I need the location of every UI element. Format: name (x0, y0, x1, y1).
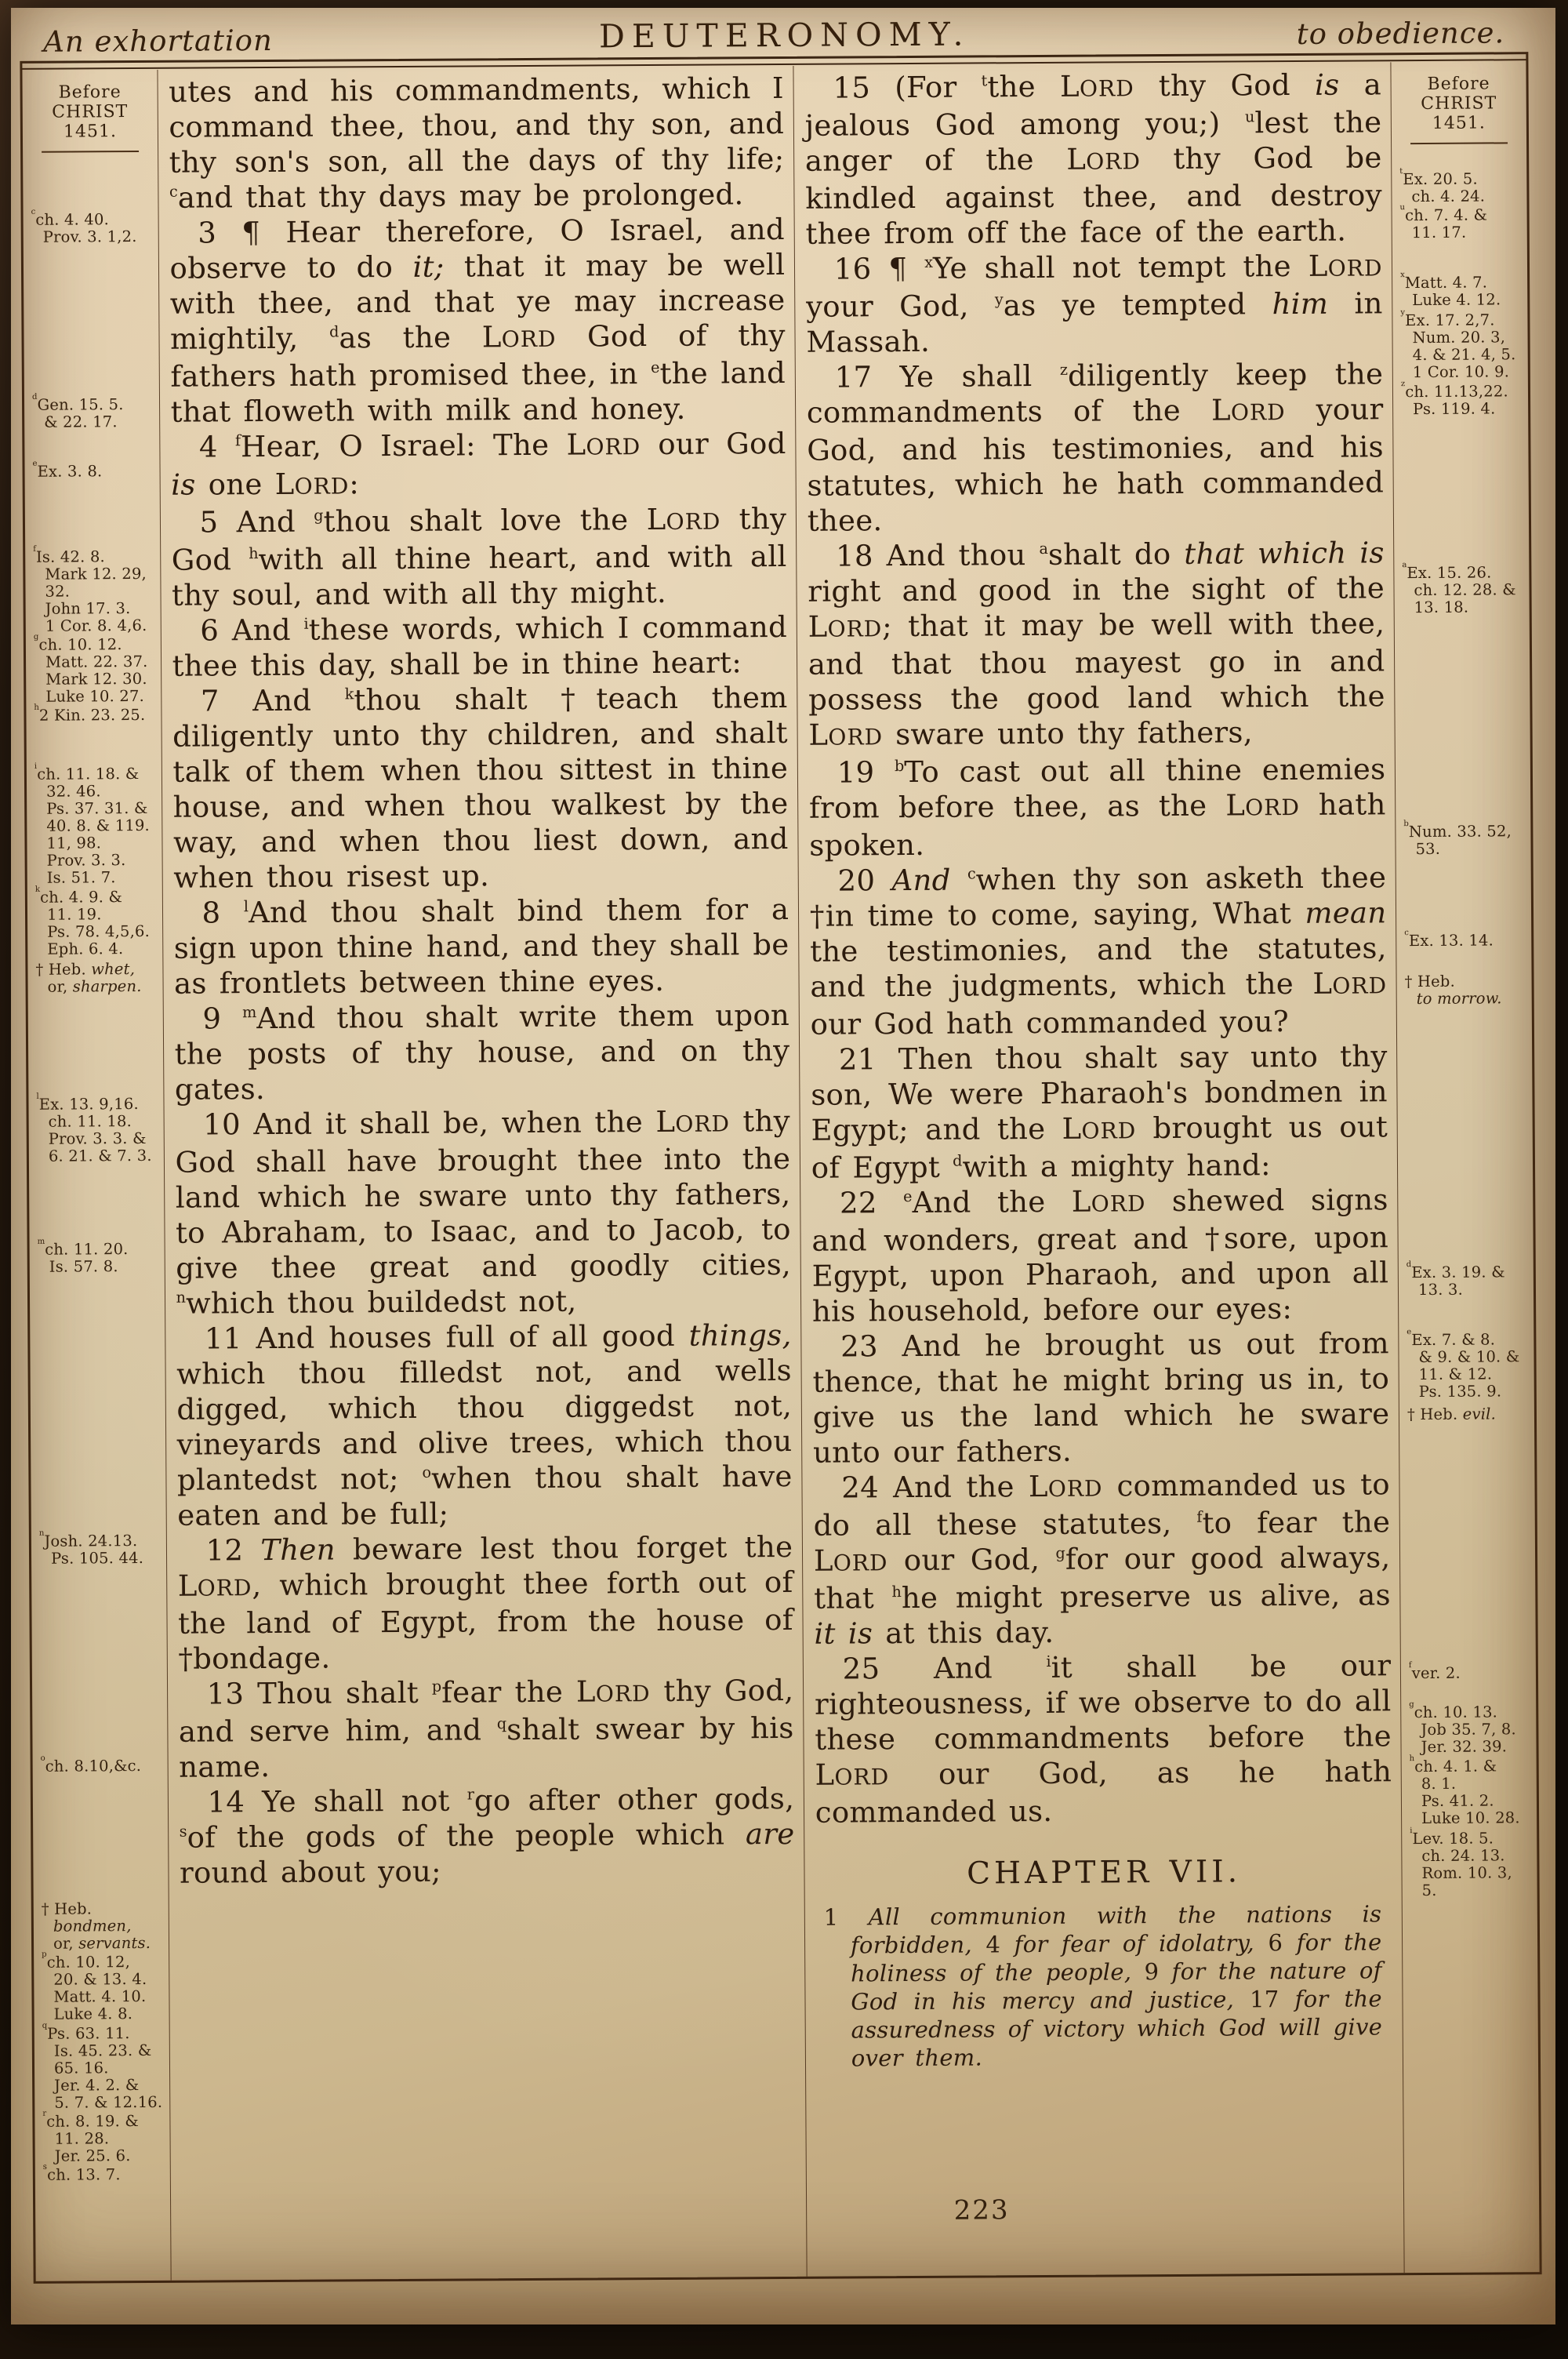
chapter-summary: 1 All communion with the nations is forbidden, 4 for fear of idolatry, 6 for the holiness of the people, 9 for the nature of God in his mercy and justice, 17 for the assuredness of victory which God will give over them. (823, 1900, 1383, 2072)
before-christ-heading: Before CHRIST 1451. (52, 82, 129, 142)
margin-note: $^t$Ex. 20. 5. ch. 4. 24. (1399, 167, 1486, 206)
margin-note: $^x$Matt. 4. 7. Luke 4. 12. (1400, 271, 1501, 310)
page-frame (20, 15, 1541, 2284)
margin-note: $^r$ch. 8. 19. & 11. 28. Jer. 25. 6. (42, 2109, 139, 2165)
verse: 7 And $^k$thou shalt †teach them diligently unto thy children, and shalt talk of them when thou sittest in thine house, and when thou walkest by the way, and when thou liest down, and when thou risest up. (172, 680, 789, 895)
verse: 11 And houses full of all good things, which thou filledst not, and wells digged, which thou diggedst not, vineyards and olive trees, which thou plantedst not; $^o$when thou shalt have eaten and be full; (176, 1318, 793, 1532)
page-number: 223 (953, 2194, 1010, 2226)
margin-note: $^c$Ex. 13. 14. (1404, 929, 1494, 951)
margin-note: $^y$Ex. 17. 2,7. Num. 20. 3, 4. & 21. 4, 5. 1 Cor. 10. 9. (1400, 308, 1516, 382)
heading-rule (42, 151, 139, 153)
margin-note: $^c$ch. 4. 40. Prov. 3. 1,2. (31, 207, 137, 246)
verse: 16 ¶ $^x$Ye shall not tempt the LORD your God, $^y$as ye tempted him in Massah. (805, 249, 1383, 359)
margin-note: $^m$ch. 11. 20. Is. 57. 8. (37, 1237, 129, 1276)
margin-note: † Heb. bondmen, or, servants. (41, 1899, 151, 1953)
verse: 15 (For $^t$the LORD thy God is a jealous God among you;) $^u$lest the anger of the LORD thy God be kindled against thee, and destroy thee from off the face of the earth. (804, 67, 1383, 251)
page-columns (22, 61, 1539, 2281)
margin-note: $^g$ch. 10. 13. Job 35. 7, 8. Jer. 32. 39. (1409, 1700, 1516, 1757)
verse: 12 Then beware lest thou forget the LORD, which brought thee forth out of the land of Egypt, from the house of †bondage. (177, 1529, 793, 1676)
verse: 23 And he brought us out from thence, that he might bring us in, to give us the land which he sware unto our fathers. (812, 1326, 1390, 1470)
right-reference-column (1391, 61, 1539, 2273)
verse: 6 And $^i$these words, which I command thee this day, shall be in thine heart: (172, 609, 788, 683)
margin-note: $^s$ch. 13. 7. (42, 2162, 121, 2184)
margin-note: $^o$ch. 8.10,&c. (40, 1754, 142, 1776)
verse: 3 ¶ Hear therefore, O Israel, and observe to do it; that it may be well with thee, and that ye may increase mightily, $^d$as the LORD God of thy fathers hath promised thee, in $^e$the land that floweth with milk and honey. (169, 212, 786, 429)
margin-note: † Heb. whet, or, sharpen. (35, 960, 142, 996)
page-tilt-wrapper (4, 3, 1563, 2329)
running-head-left: An exhortation (43, 23, 273, 59)
margin-note: $^d$Ex. 3. 19. & 13. 3. (1406, 1260, 1505, 1299)
running-head (20, 5, 1528, 59)
left-reference-column (22, 70, 170, 2281)
margin-note: $^n$Josh. 24.13. Ps. 105. 44. (38, 1528, 144, 1568)
verse: utes and his commandments, which I command thee, thou, and thy son, and thy son's son, all the days of thy life; $^c$and that thy days may be prolonged. (169, 71, 785, 215)
verse: 24 And the LORD commanded us to do all these statutes, $^f$to fear the LORD our God, $^g$for our good always, that $^h$he might preserve us alive, as it is at this day. (813, 1467, 1391, 1651)
heading-rule (1410, 142, 1508, 144)
margin-note: $^a$Ex. 15. 26. ch. 12. 28. & 13. 18. (1402, 561, 1516, 617)
margin-note: $^z$ch. 11.13,22. Ps. 119. 4. (1400, 380, 1508, 419)
verse: 5 And $^g$thou shalt love the LORD thy God $^h$with all thine heart, and with all thy soul, and with all thy might. (171, 501, 787, 612)
margin-note: $^p$ch. 10. 12, 20. & 13. 4. Matt. 4. 10. Luke 4. 8. (42, 1950, 147, 2023)
margin-note: $^f$ver. 2. (1408, 1661, 1461, 1683)
margin-note: $^h$2 Kin. 23. 25. (34, 703, 146, 725)
verse: 19 $^b$To cast out all thine enemies from before thee, as the LORD hath spoken. (808, 752, 1386, 863)
book-title: DEUTERONOMY. (598, 15, 971, 56)
margin-note: $^q$Ps. 63. 11. Is. 45. 23. & 65. 16. Jer. 4. 2. & 5. 7. & 12.16. (42, 2021, 163, 2112)
before-christ-heading: Before CHRIST 1451. (1421, 74, 1497, 133)
verse: 20 And $^c$when thy son asketh thee †in time to come, saying, What mean the testimonies, and the statutes, and the judgments, which the LORD our God hath commanded you? (809, 860, 1388, 1041)
margin-note: † Heb. to morrow. (1404, 972, 1502, 1009)
margin-note: $^f$Is. 42. 8. Mark 12. 29, 32. John 17. 3. 1 Cor. 8. 4,6. (33, 544, 147, 635)
margin-note: $^u$ch. 7. 4. & 11. 17. (1399, 203, 1488, 242)
verse: 25 And $^i$it shall be our righteousness, if we observe to do all these commandments before the LORD our God, as he hath commanded us. (814, 1648, 1392, 1830)
text-column-right (793, 62, 1404, 2277)
verse: 8 $^l$And thou shalt bind them for a sign upon thine hand, and they shall be as frontlets between thine eyes. (173, 892, 789, 1001)
margin-note: $^b$Num. 33. 52, 53. (1403, 820, 1512, 859)
verse: 21 Then thou shalt say unto thy son, We were Pharaoh's bondmen in Egypt; and the LORD brought us out of Egypt $^d$with a mighty hand: (811, 1039, 1388, 1185)
margin-note: $^l$Ex. 13. 9,16. ch. 11. 18. Prov. 3. 3. & 6. 21. & 7. 3. (36, 1092, 152, 1165)
running-head-right: to obedience. (1296, 16, 1505, 51)
margin-note: $^h$ch. 4. 1. & 8. 1. Ps. 41. 2. Luke 10. 28. (1409, 1754, 1520, 1828)
chapter-heading: CHAPTER VII. (967, 1854, 1242, 1892)
margin-note: $^i$Lev. 18. 5. ch. 24. 13. Rom. 10. 3, 5. (1410, 1826, 1512, 1900)
margin-note: † Heb. evil. (1406, 1405, 1497, 1424)
verse: 4 $^f$Hear, O Israel: The LORD our God is one LORD: (171, 426, 786, 502)
scanned-book-page (11, 8, 1555, 2324)
verse: 17 Ye shall $^z$diligently keep the commandments of the LORD your God, and his testimonies, and his statutes, which he hath commanded thee. (806, 357, 1385, 538)
verse: 18 And thou $^a$shalt do that which is right and good in the sight of the LORD; that it may be well with thee, and that thou mayest go in and possess the good land which the LORD sware unto thy fathers, (808, 536, 1385, 752)
margin-note: $^i$ch. 11. 18. & 32. 46. Ps. 37. 31. & 40. 8. & 119. 11, 98. Prov. 3. 3. Is. 51. 7. (34, 761, 150, 887)
text-column-left (158, 66, 807, 2281)
verse: 10 And it shall be, when the LORD thy God shall have brought thee into the land which he sware unto thy fathers, to Abraham, to Isaac, and to Jacob, to give thee great and goodly cities, $^n$which thou buildedst not, (175, 1103, 792, 1321)
verse: 13 Thou shalt $^p$fear the LORD thy God, and serve him, and $^q$shalt swear by his name. (178, 1673, 794, 1784)
margin-note: $^g$ch. 10. 12. Matt. 22. 37. Mark 12. 30. Luke 10. 27. (33, 632, 148, 706)
verse: 14 Ye shall not $^r$go after other gods, $^s$of the gods of the people which are round about you; (179, 1781, 795, 1890)
margin-note: $^d$Gen. 15. 5. & 22. 17. (31, 392, 124, 431)
margin-note: $^e$Ex. 7. & 8. & 9. & 10. & 11. & 12. Ps. 135. 9. (1406, 1328, 1520, 1401)
margin-note: $^k$ch. 4. 9. & 11. 19. Ps. 78. 4,5,6. Eph. 6. 4. (34, 885, 151, 958)
verse: 9 $^m$And thou shalt write them upon the posts of thy house, and on thy gates. (174, 998, 790, 1107)
verse: 22 $^e$And the LORD shewed signs and wonders, great and †sore, upon Egypt, upon Pharaoh, and upon all his household, before our eyes: (811, 1183, 1389, 1329)
margin-note: $^e$Ex. 3. 8. (32, 459, 103, 481)
